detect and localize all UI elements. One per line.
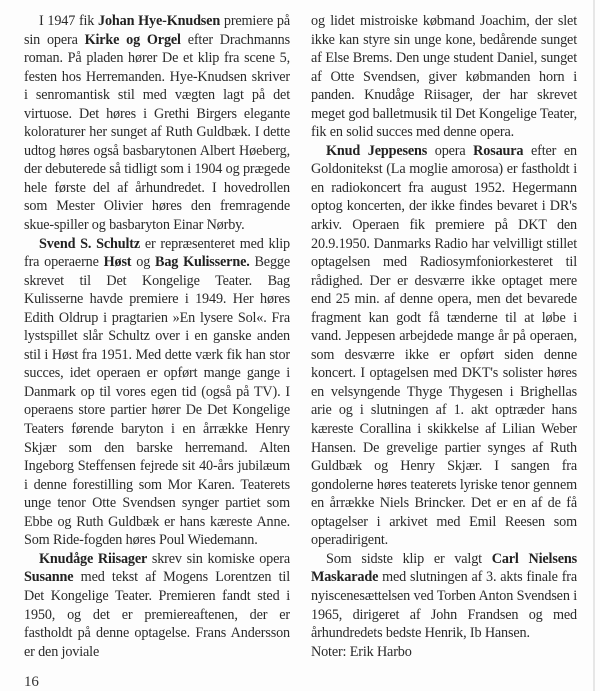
opera-title: Kirke og Orgel — [84, 31, 181, 48]
composer-name: Svend S. Schultz — [39, 235, 141, 252]
paragraph-hye-knudsen: I 1947 fik Johan Hye-Knudsen premiere på sin opera Kirke og Orgel efter Drachmanns roman. På pladen hører De et klip fra scene 5, festen hos Herremanden. Hye-Knudsen skriver i senromantisk stil med vægten lagt på det virtuose. Det høres i Grethi Birgers elegante koloraturer her sunget af Ruth Guldbæk. I dette udtog høres også basbarytonen Albert Høeberg, der debuterede så tidligt som i 1904 og prægede hele første del af århundredet. I hovedrollen som Mester Olivier høres den fremragende skue-spiller og basbaryton Einar Nørby. — [24, 13, 290, 234]
paragraph-nielsen: Som sidste klip er valgt Carl Nielsens Maskarade med slutningen af 3. akts finale fra nyiscenesættelsen ved Torben Anton Svendsen i 1965, dirigeret af John Frandsen og med århundredets bedste Henrik, Ib Hansen. — [311, 550, 577, 642]
page-number: 16 — [24, 674, 39, 691]
paragraph-riisager-continued: og lidet mistroiske købmand Joachim, der slet ikke kan styre sin unge kone, bedårende sunget af Else Brems. Den unge student Daniel, sunget af Otte Svendsen, giver købmanden horn i panden. Knudåge Riisager, der har skrevet meget god balletmusik til Det Kongelige Teater, fik en solid succes med denne opera. — [311, 13, 577, 141]
opera-title: Rosaura — [473, 142, 524, 159]
page-edge-divider — [593, 0, 595, 691]
opera-title: Bag Kulisserne. — [155, 254, 250, 271]
composer-opera-title: Carl Nielsens Maskarade — [311, 550, 577, 586]
opera-title: Susanne — [24, 569, 74, 586]
opera-title: Høst — [103, 254, 132, 271]
notes-credit: Noter: Erik Harbo — [311, 643, 412, 660]
composer-name: Knudåge Riisager — [39, 550, 148, 567]
right-column — [311, 12, 577, 661]
paragraph-schultz: Svend S. Schultz er repræsenteret med klip fra operaerne Høst og Bag Kulisserne. Begge skrevet til Det Kongelige Teater. Bag Kulisserne havde premiere i 1949. Her høres Edith Oldrup i pragtarien »En lysere Sol«. Fra lystspillet slår Schultz over i en ganske anden stil i Høst fra 1951. Med dette værk fik han stor succes, idet operaen er opført mange gange i Danmark op til vores egen tid (også på TV). I operaens store partier hører De Det Kongelige Teaters førende baryton i en årrække Henry Skjær som den barske herremand. Alten Ingeborg Steffensen fejrede sit 40-års jubilæum i denne forestilling som Mor Karen. Teaterets unge tenor Otte Svendsen synger partiet som Ebbe og Ruth Guldbæk er hans kæreste Anne. Som Ride-fogden høres Poul Wiedemann. — [24, 235, 290, 549]
composer-name: Johan Hye-Knudsen — [98, 13, 221, 29]
left-column — [24, 12, 290, 691]
paragraph-riisager: Knudåge Riisager skrev sin komiske opera Susanne med tekst af Mogens Lorentzen til Det Kongelige Teater. Premieren fandt sted i 1950, og det er premiereaftenen, der er fastholdt på denne optagelse. Frans Andersson er den joviale — [24, 550, 290, 660]
paragraph-jeppesen: Knud Jeppesens opera Rosaura efter en Goldonitekst (La moglie amorosa) er fastholdt i en radiokoncert fra august 1952. Hegermann optog koncerten, der ikke findes bevaret i DR's arkiv. Operaen fik premiere på DKT den 20.9.1950. Danmarks Radio har velvilligt stillet optagelsen med Radiosymfoniorkesteret til rådighed. Der er desværre ikke optaget mere end 25 min. af denne opera, men det bevarede fragment kan godt få tænderne til at løbe i vand. Jeppesen arbejdede mange år på operaen, som desværre ikke er opført siden denne koncert. I optagelsen med DKT's solister høres en velsyngende Thyge Thygesen i Brighellas arie og i slutningen af 1. akt optræder hans kæreste Corallina i skikkelse af Lilian Weber Hansen. De grevelige partier synges af Ruth Guldbæk og Henry Skjær. I sangen fra gondolerne høres teaterets lyriske tenor gennem en årrække Niels Brincker. Det er en af de få optagelser i arkivet med Emil Reesen som operadirigent. — [311, 142, 577, 549]
composer-name: Knud Jeppesens — [326, 142, 428, 159]
two-column-body — [0, 12, 600, 691]
